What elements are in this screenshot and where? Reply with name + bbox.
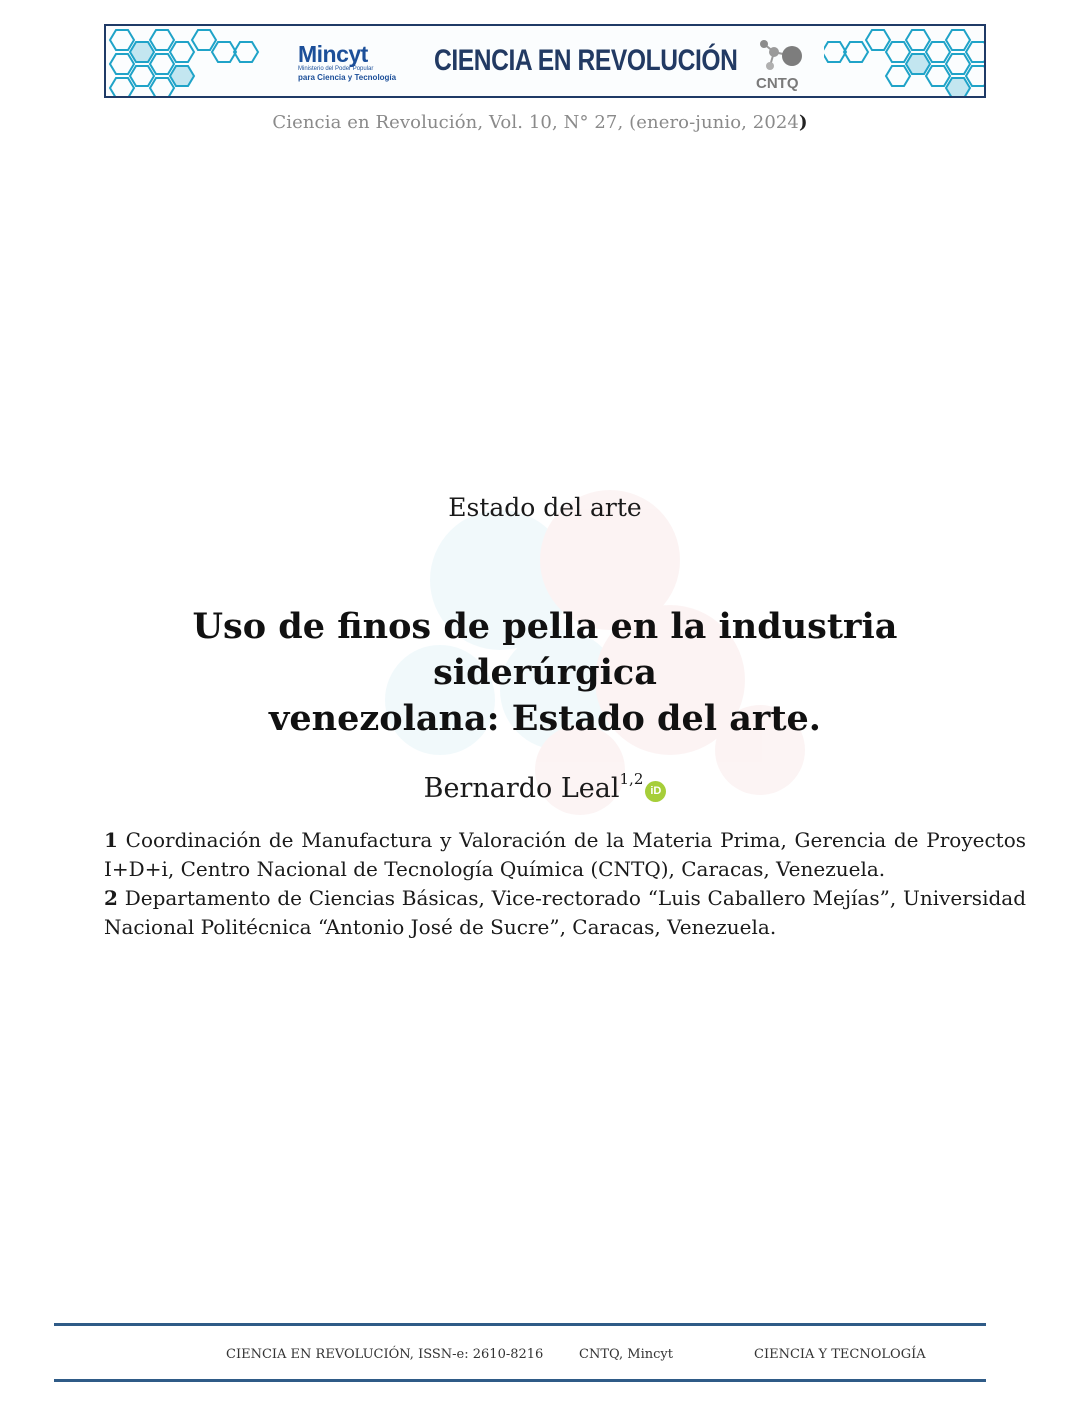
affiliations: [104, 826, 1026, 942]
footer-publisher: CNTQ, Mincyt: [579, 1347, 673, 1362]
cntq-logo: [752, 32, 814, 92]
journal-banner: [104, 24, 986, 98]
footer-rule-bottom: [54, 1379, 986, 1382]
author-affiliation-marks: 1,2: [619, 770, 644, 788]
author-line: [0, 770, 1080, 804]
journal-citation: Ciencia en Revolución, Vol. 10, N° 27, (enero-junio, 2024): [272, 112, 808, 133]
mincyt-logo: Mincyt Ministerio del Poder Popular para Ciencia y Tecnología: [298, 41, 397, 82]
footer-section: CIENCIA Y TECNOLOGÍA: [754, 1347, 926, 1362]
affiliation-1: 1 Coordinación de Manufactura y Valoración de la Materia Prima, Gerencia de Proyectos I+D+i, Centro Nacional de Tecnología Química (CNTQ), Caracas, Venezuela.: [104, 828, 1026, 881]
affiliation-2: 2 Departamento de Ciencias Básicas, Vice-rectorado “Luis Caballero Mejías”, Universidad Nacional Politécnica “Antonio José de Sucre”, Caracas, Venezuela.: [104, 886, 1026, 939]
title-line-1: Uso de finos de pella en la industria siderúrgica: [192, 606, 898, 693]
hexagon-pattern-right: [824, 26, 984, 96]
article-type: Estado del arte: [448, 493, 642, 522]
hexagon-pattern-left: [106, 26, 266, 96]
footer-rule-top: [54, 1323, 986, 1326]
footer-journal-issn: CIENCIA EN REVOLUCIÓN, ISSN-e: 2610-8216: [226, 1347, 544, 1362]
author-name: Bernardo Leal: [423, 773, 620, 804]
title-line-2: venezolana: Estado del arte.: [269, 698, 821, 739]
article-title: [104, 604, 986, 742]
cntq-logo-text: CNTQ: [756, 75, 799, 92]
orcid-icon[interactable]: iD: [645, 781, 666, 802]
banner-title: CIENCIA EN REVOLUCIÓN: [434, 44, 738, 77]
